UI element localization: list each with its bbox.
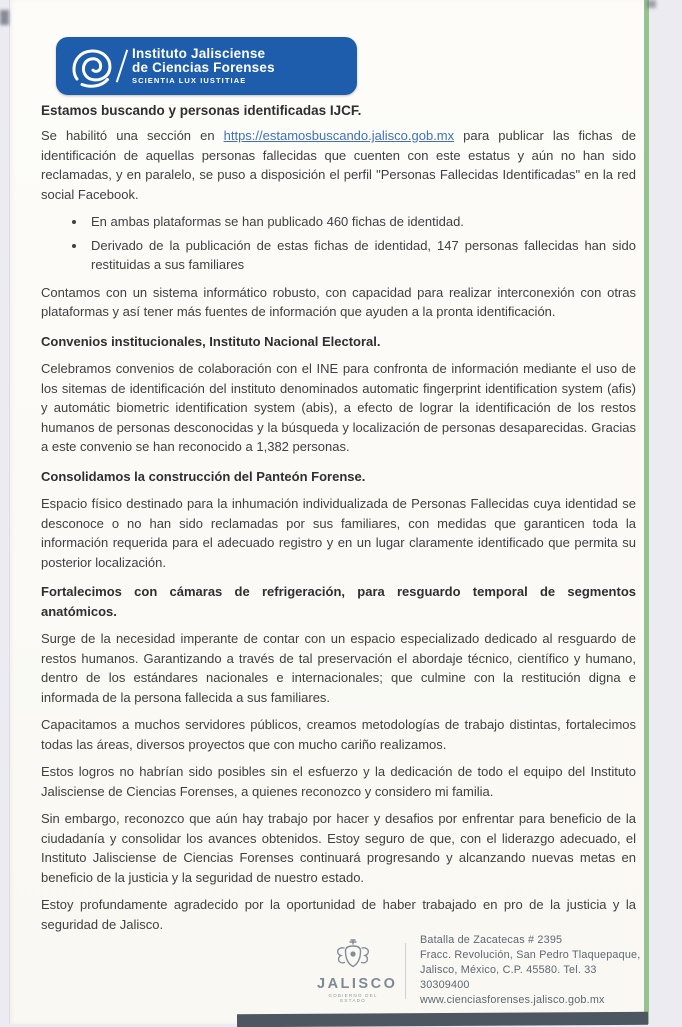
photo-background-table-edge xyxy=(237,1012,648,1027)
estamosbuscando-link[interactable]: https://estamosbuscando.jalisco.gob.mx xyxy=(223,128,455,143)
intro-text-after-link: para publicar las fichas de identificación de aquellas personas fallecidas que cuenten con este estatus y aún no han sido reclamadas, y en paralelo, se puso a disposición el perfil "Personas Fallecidas Identificadas" en la red social Facebook. xyxy=(41,128,636,202)
paragraph-intro xyxy=(41,126,636,204)
footer-address xyxy=(420,933,645,1008)
jalisco-logo xyxy=(317,938,398,1003)
paragraph-convenios: Celebramos convenios de colaboración con el INE para confronta de información mediante el uso de los sitemas de identificación del instituto denominados automatic fingerprint identification system (afis) y automátic biometric identification system (abis), a efecto de lograr la identificación de los restos humanos de personas desconocidas y la búsqueda y localización de personas desaparecidas. Gracias a este convenio se han reconocido a 1,382 personas. xyxy=(41,361,636,454)
heading-panteon-forense: Consolidamos la construcción del Panteón Forense. xyxy=(41,468,366,484)
jalisco-crest-icon xyxy=(331,938,375,976)
document-title: Estamos buscando y personas identificadas IJCF. xyxy=(41,103,362,118)
ijcf-logo xyxy=(56,37,357,95)
footer xyxy=(317,933,645,1008)
document-page xyxy=(9,0,645,1024)
paragraph-panteon: Espacio físico destinado para la inhumación individualizada de Personas Fallecidas cuya identidad se desconoce o no han sido reclamadas por sus familiares, con medidas que garanticen toda la información requerida para el adecuado registro y en un lugar claramente identificado que permita su posterior localización. xyxy=(41,496,636,570)
photo-edge-green-line xyxy=(644,0,649,1024)
logo-motto: SCIENTIA LUX IUSTITIAE xyxy=(132,76,247,86)
paragraph-capacitamos: Capacitamos a muchos servidores públicos, creamos metodologías de trabajo distintas, fortalecimos todas las áreas, diversos proyectos que con mucho cariño realizamos. xyxy=(41,717,636,752)
footer-divider xyxy=(405,943,406,999)
document-content xyxy=(10,37,645,934)
photo-corner-shadow-top-left xyxy=(0,10,9,25)
list-item xyxy=(87,212,636,232)
paragraph-sin-embargo: Sin embargo, reconozco que aún hay trabajo por hacer y desafios por enfrentar para beneficio de la ciudadanía y consolidar los avances obtenidos. Estoy seguro de que, con el liderazgo adecuado, el Instituto Jalisciense de Ciencias Forenses continuará progresando y alcanzando nuevas metas en beneficio de la justicia y la seguridad de nuestro estado. xyxy=(41,811,636,885)
paragraph-agradecimiento: Estoy profundamente agradecido por la oportunidad de haber trabajado en pro de la justicia y la seguridad de Jalisco. xyxy=(41,897,636,932)
paragraph-camaras: Surge de la necesidad imperante de contar con un espacio especializado dedicado al resguardo de restos humanos. Garantizando a través de tal preservación el abordaje técnico, científico y humano, dentro de los estándares nacionales e internacionales; que culmine con la restitución digna e informada de la persona fallecida a sus familiares. xyxy=(41,631,636,705)
list-item xyxy=(87,236,636,275)
jalisco-wordmark-subtitle: GOBIERNO DEL ESTADO xyxy=(328,993,378,1003)
address-line-2: Fracc. Revolución, San Pedro Tlaquepaque, xyxy=(419,949,641,961)
paragraph-sistema-informatico: Contamos con un sistema informático robusto, con capacidad para realizar interconexión con otras plataformas y así tener más fuentes de información que ayuden a la pronta identificación. xyxy=(41,284,636,319)
achievements-list xyxy=(41,212,636,275)
logo-text xyxy=(132,47,275,85)
list-item-text: En ambas plataformas se han publicado 460 fichas de identidad. xyxy=(91,214,464,229)
fingerprint-icon xyxy=(70,44,114,88)
heading-convenios: Convenios institucionales, Instituto Nacional Electoral. xyxy=(41,333,381,349)
address-line-3: Jalisco, México, C.P. 45580. Tel. 33 30309400 xyxy=(419,964,597,991)
intro-text-before-link: Se habilitó una sección en xyxy=(41,128,224,143)
paragraph-logros: Estos logros no habrían sido posibles sin el esfuerzo y la dedicación de todo el equipo del Instituto Jalisciense de Ciencias Forenses, a quienes reconozco y considero mi familia. xyxy=(41,764,636,799)
jalisco-wordmark: JALISCO xyxy=(317,976,398,992)
logo-divider-slash xyxy=(116,50,128,83)
heading-camaras-refrigeracion: Fortalecimos con cámaras de refrigeración, para resguardo temporal de segmentos anatómicos. xyxy=(41,584,636,619)
address-line-1: Batalla de Zacatecas # 2395 xyxy=(419,934,563,946)
list-item-text: Derivado de la publicación de estas fichas de identidad, 147 personas fallecidas han sido restituidas a sus familiares xyxy=(91,237,636,272)
logo-name-line2: de Ciencias Forenses xyxy=(132,60,275,76)
footer-website[interactable]: www.cienciasforenses.jalisco.gob.mx xyxy=(419,994,605,1006)
logo-name-line1: Instituto Jalisciense xyxy=(132,45,266,61)
photo-corner-shadow-top-right xyxy=(647,0,656,8)
